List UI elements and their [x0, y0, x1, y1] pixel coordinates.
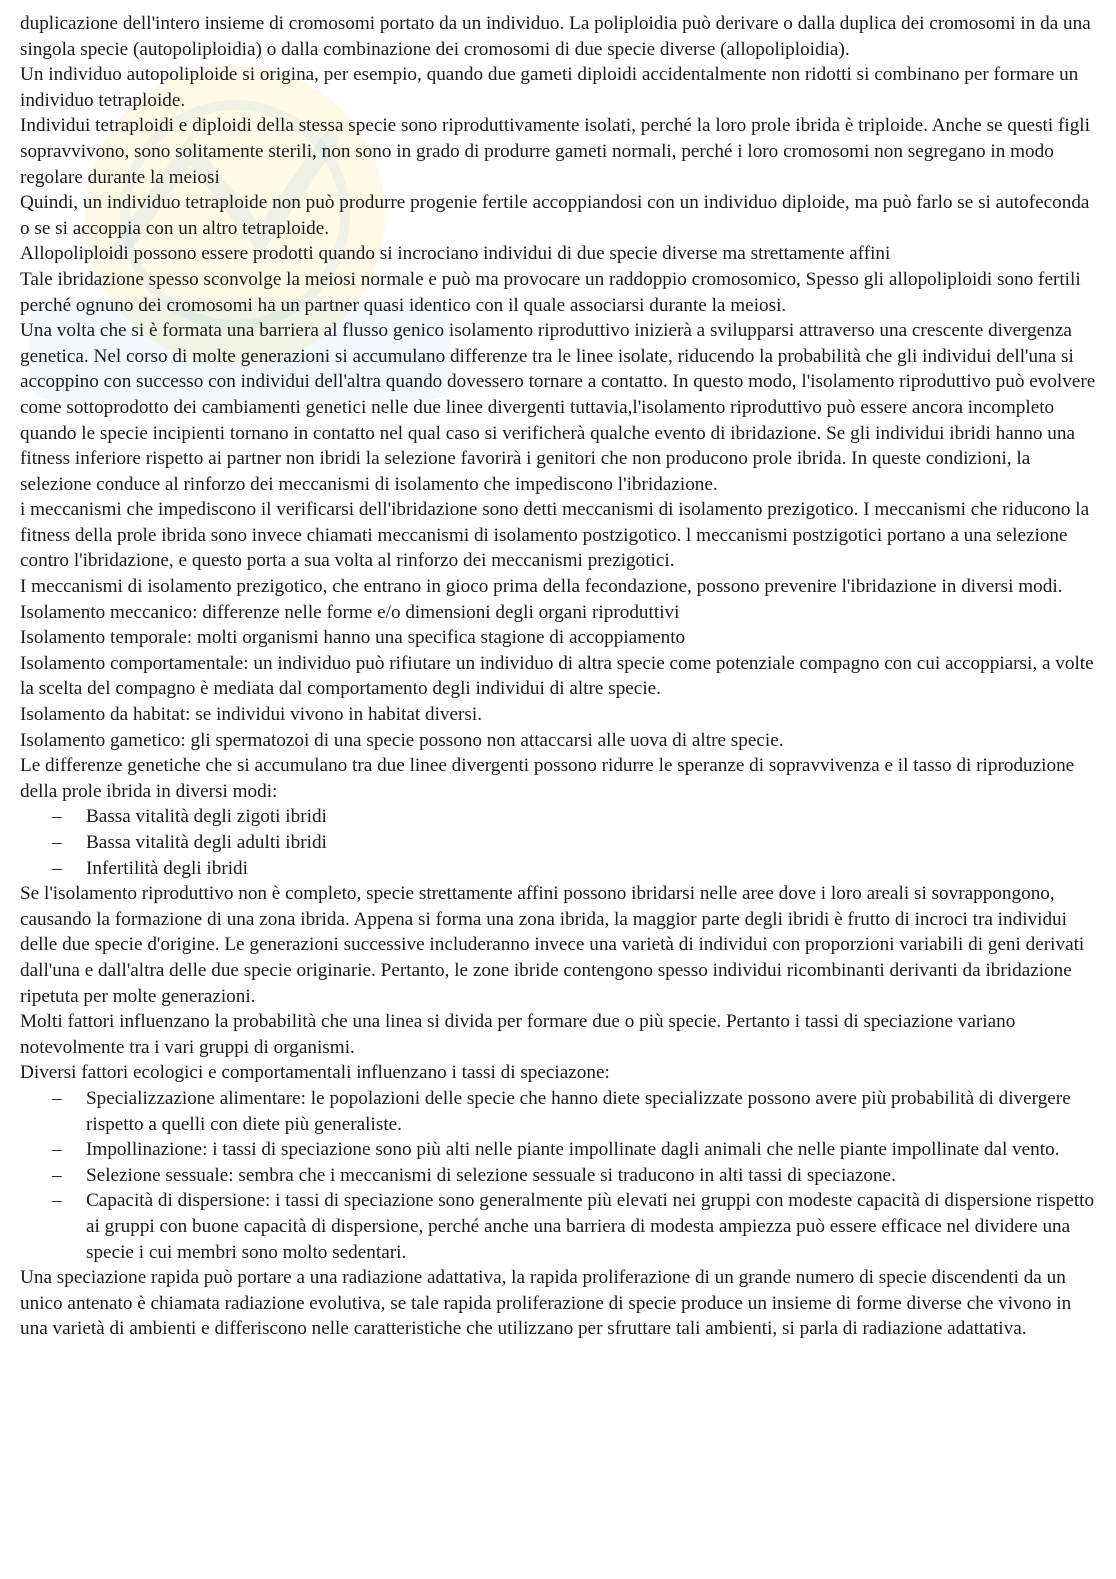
paragraph: Un individuo autopoliploide si origina, per esempio, quando due gameti diploidi accidentalmente non ridotti si combinano per formare un individuo tetraploide.: [20, 64, 1079, 111]
list-item: – Bassa vitalità degli adulti ibridi: [86, 830, 1096, 856]
paragraph: Le differenze genetiche che si accumulano tra due linee divergenti possono ridurre le speranze di sopravvivenza e il tasso di riproduzione della prole ibrida in diversi modi:: [20, 755, 1075, 802]
list-item: – Infertilità degli ibridi: [86, 856, 1096, 882]
paragraph: duplicazione dell'intero insieme di cromosomi portato da un individuo. La poliploidia può derivare o dalla duplica dei cromosomi in da una singola specie (autopoliploidia) o dalla combinazione dei cromosomi di due specie diverse (allopoliploidia).: [20, 13, 1091, 60]
list-item: – Bassa vitalità degli zigoti ibridi: [86, 804, 1096, 830]
list-item: – Capacità di dispersione: i tassi di speciazione sono generalmente più elevati nei gruppi con modeste capacità di dispersione rispetto ai gruppi con buone capacità di dispersione, perché anche una barriera di modesta ampiezza può essere efficace nel dividere una specie i cui membri sono molto sedentari.: [86, 1188, 1096, 1265]
paragraph: Una volta che si è formata una barriera al flusso genico isolamento riproduttivo inizierà a svilupparsi attraverso una crescente divergenza genetica. Nel corso di molte generazioni si accumulano differenze tra le linee isolate, riducendo la probabilità che gli individui dell'una si accoppino con successo con individui dell'altra quando dovessero tornare a contatto. In questo modo, l'isolamento riproduttivo può evolvere come sottoprodotto dei cambiamenti genetici nelle due linee divergenti tuttavia,l'isolamento riproduttivo può essere ancora incompleto quando le specie incipienti tornano in contatto nel qual caso si verificherà qualche evento di ibridazione. Se gli individui ibridi hanno una fitness inferiore rispetto ai partner non ibridi la selezione favorirà i genitori che non producono prole ibrida. In queste condizioni, la selezione conduce al rinforzo dei meccanismi di isolamento che impediscono l'ibridazione.: [20, 320, 1096, 495]
paragraph: Quindi, un individuo tetraploide non può produrre progenie fertile accoppiandosi con un individuo diploide, ma può farlo se si autofeconda o se si accoppia con un altro tetraploide.: [20, 192, 1090, 239]
list-item: – Selezione sessuale: sembra che i meccanismi di selezione sessuale si traducono in alti tassi di speciazone.: [86, 1163, 1096, 1189]
paragraph: Diversi fattori ecologici e comportamentali influenzano i tassi di speciazone:: [20, 1062, 610, 1084]
section-c: [20, 1265, 1096, 1342]
document-page: [20, 11, 1096, 1342]
paragraph: Isolamento gametico: gli spermatozoi di una specie possono non attaccarsi alle uova di altre specie.: [20, 729, 784, 751]
paragraph: Allopoliploidi possono essere prodotti quando si incrociano individui di due specie diverse ma strettamente affini: [20, 243, 891, 265]
paragraph: I meccanismi di isolamento prezigotico, che entrano in gioco prima della fecondazione, possono prevenire l'ibridazione in diversi modi.: [20, 576, 1063, 598]
paragraph: Isolamento temporale: molti organismi hanno una specifica stagione di accoppiamento: [20, 627, 686, 649]
paragraph: Isolamento meccanico: differenze nelle forme e/o dimensioni degli organi riproduttivi: [20, 601, 680, 623]
paragraph: Tale ibridazione spesso sconvolge la meiosi normale e può ma provocare un raddoppio cromosomico, Spesso gli allopoliploidi sono fertili perché ognuno dei cromosomi ha un partner quasi identico con il quale associarsi durante la meiosi.: [20, 268, 1081, 316]
bullet-list-speciation-factors: [20, 1086, 1096, 1265]
paragraph: Molti fattori influenzano la probabilità che una linea si divida per formare due o più specie. Pertanto i tassi di speciazione variano notevolmente tra i vari gruppi di organismi.: [20, 1011, 1016, 1058]
paragraph: Una speciazione rapida può portare a una radiazione adattativa, la rapida proliferazione di un grande numero di specie discendenti da un unico antenato è chiamata radiazione evolutiva, se tale rapida proliferazione di specie produce un insieme di forme diverse che vivono in una varietà di ambienti e differiscono nelle caratteristiche che utilizzano per sfruttare tali ambienti, si parla di radiazione adattativa.: [20, 1267, 1072, 1340]
paragraph: Isolamento da habitat: se individui vivono in habitat diversi.: [20, 704, 483, 726]
list-item: – Specializzazione alimentare: le popolazioni delle specie che hanno diete specializzate possono avere più probabilità di divergere rispetto a quelli con diete più generaliste.: [86, 1086, 1096, 1137]
section-b: [20, 881, 1096, 1086]
paragraph: Isolamento comportamentale: un individuo può rifiutare un individuo di altra specie come potenziale compagno con cui accoppiarsi, a volte la scelta del compagno è mediata dal comportamento degli individui di altre specie.: [20, 652, 1094, 700]
paragraph: Individui tetraploidi e diploidi della stessa specie sono riproduttivamente isolati, perché la loro prole ibrida è triploide. Anche se questi figli sopravvivono, sono solitamente sterili, non sono in grado di produrre gameti normali, perché i loro cromosomi non segregano in modo regolare durante la meiosi: [20, 115, 1090, 188]
section-a: [20, 11, 1096, 804]
bullet-list-hybrid-effects: [20, 804, 1096, 881]
paragraph: i meccanismi che impediscono il verificarsi dell'ibridazione sono detti meccanismi di isolamento prezigotico. I meccanismi che riducono la fitness della prole ibrida sono invece chiamati meccanismi di isolamento postzigotico. l meccanismi postzigotici portano a una selezione contro l'ibridazione, e questo porta a sua volta al rinforzo dei meccanismi prezigotici.: [20, 499, 1090, 572]
list-item: – Impollinazione: i tassi di speciazione sono più alti nelle piante impollinate dagli animali che nelle piante impollinate dal vento.: [86, 1137, 1096, 1163]
paragraph: Se l'isolamento riproduttivo non è completo, specie strettamente affini possono ibridarsi nelle aree dove i loro areali si sovrappongono, causando la formazione di una zona ibrida. Appena si forma una zona ibrida, la maggior parte degli ibridi è frutto di incroci tra individui delle due specie d'origine. Le generazioni successive includeranno invece una varietà di individui con proporzioni variabili di geni derivati dall'una e dall'altra delle due specie originarie. Pertanto, le zone ibride contengono spesso individui ricombinanti derivanti da ibridazione ripetuta per molte generazioni.: [20, 883, 1085, 1007]
